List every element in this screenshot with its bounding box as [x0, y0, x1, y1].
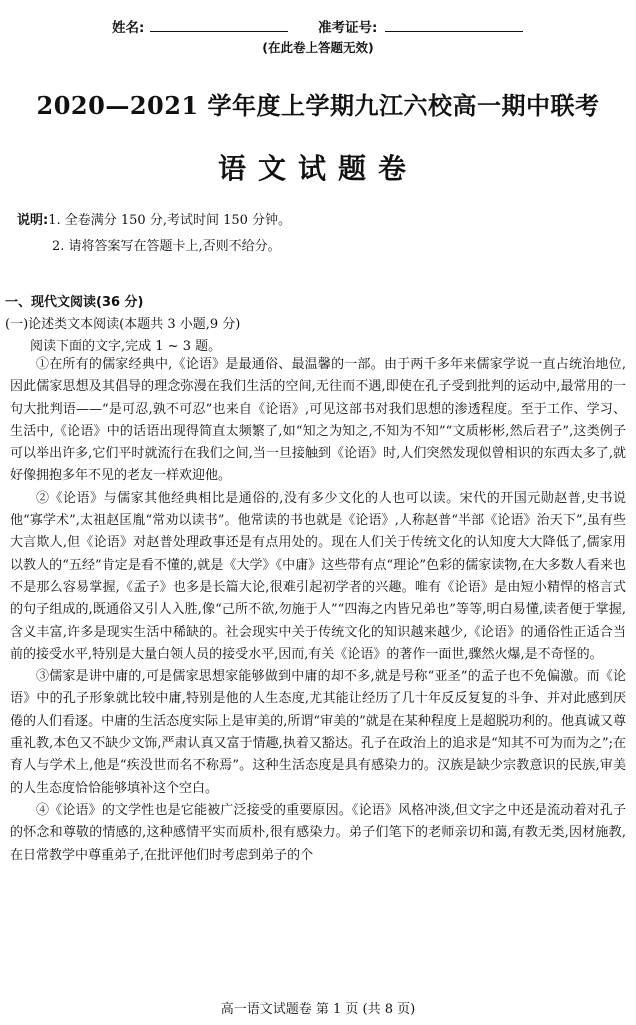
- passage-body: [10, 354, 626, 867]
- exam-subtitle: 语文试题卷: [217, 152, 418, 185]
- page-footer: 高一语文试题卷 第 1 页 (共 8 页): [220, 1002, 416, 1017]
- exam-title: 2020—2021 学年度上学期九江六校高一期中联考: [36, 91, 600, 120]
- passage-paragraph-4: ④《论语》的文学性也是它能被广泛接受的重要原因。《论语》风格冲淡,但文字之中还是流动着对孔子的怀念和尊敬的情感的,这种感情平实而质朴,很有感染力。弟子们笔下的老师亲切和蔼,有教无类,因材施教,在日常教学中尊重弟子,在批评他们时考虑到弟子的个: [10, 802, 626, 863]
- exam-id-label: 准考证号:: [318, 20, 378, 36]
- passage-paragraph-3: ③儒家是讲中庸的,可是儒家思想家能够做到中庸的却不多,就是号称“亚圣”的孟子也不免偏激。而《论语》中的孔子形象就比较中庸,特别是他的人生态度,尤其能让经历了几十年反反复复的斗争、并对此感到厌倦的人们看逐。中庸的生活态度实际上是审美的,所谓“审美的”就是在某种程度上是超脱功利的。他真诚又尊重礼教,本色又不缺少文饰,严肃认真又富于情趣,执着又豁达。孔子在政治上的追求是“知其不可为而为之”;在育人与学术上,他是“疾没世而名不称焉”。这种生活态度是具有感染力的。汉族是缺少宗教意识的民族,审美的人生态度恰恰能够填补这个空白。: [10, 669, 626, 796]
- passage-paragraph-1: ①在所有的儒家经典中,《论语》是最通俗、最温馨的一部。由于两千多年来儒家学说一直占统治地位,因此儒家思想及其倡导的理念弥漫在我们生活的空间,无往而不遇,即使在孔子受到批判的运动中,最常用的一句大批判语——“是可忍,孰不可忍”也来自《论语》,可见这部书对我们思想的渗透程度。至于工作、学习、生活中,《论语》中的话语出现得简直太频繁了,如“知之为知之,不知为不知”“文质彬彬,然后君子”,这类例子可以举出许多,它们平时就流行在我们之间,当一旦接触到《论语》时,人们突然发现似曾相识的东西太多了,就好像拥抱多年不见的老友一样欢迎他。: [10, 357, 626, 484]
- passage-paragraph-2: ②《论语》与儒家其他经典相比是通俗的,没有多少文化的人也可以读。宋代的开国元勋赵普,史书说他“寡学术”,太祖赵匡胤“常劝以读书”。他常读的书也就是《论语》,人称赵普“半部《论语》治天下”,虽有些大言欺人,但《论语》对赵普处理政事还是有点用处的。现在人们关于传统文化的认知度大大降低了,儒家用以教人的“五经”肯定是看不懂的,就是《大学》《中庸》这些带有点“理论”色彩的儒家读物,在大多数人看来也不是那么容易掌握,《孟子》也多是长篇大论,很难引起初学者的兴趣。唯有《论语》是由短小精悍的格言式的句子组成的,既通俗又引人入胜,像“己所不欲,勿施于人”“四海之内皆兄弟也”等等,明白易懂,读者便于掌握,含义丰富,许多是现实生活中稀缺的。社会现实中关于传统文化的知识越来越少,《论语》的通俗性正适合当前的接受水平,特别是大量白领人员的接受水平,因而,有关《论语》的著作一面世,骤然火爆,是不奇怪的。: [10, 490, 626, 662]
- no-answer-note: (在此卷上答题无效): [262, 40, 374, 55]
- candidate-info-row: [0, 14, 636, 36]
- subsection-heading: (一)论述类文本阅读(本题共 3 小题,9 分): [5, 317, 241, 332]
- reading-prompt: 阅读下面的文字,完成 1 ~ 3 题。: [30, 339, 222, 354]
- instruction-item-1: 1. 全卷满分 150 分,考试时间 150 分钟。: [48, 213, 292, 228]
- instruction-label: 说明:: [17, 213, 49, 228]
- section-heading: 一、现代文阅读(36 分): [5, 295, 144, 310]
- name-label: 姓名:: [112, 20, 145, 36]
- exam-id-blank-line: [385, 31, 523, 32]
- instruction-item-2: 2. 请将答案写在答题卡上,否则不给分。: [52, 239, 281, 254]
- name-blank-line: [150, 31, 288, 32]
- instruction-line-1: [17, 209, 291, 228]
